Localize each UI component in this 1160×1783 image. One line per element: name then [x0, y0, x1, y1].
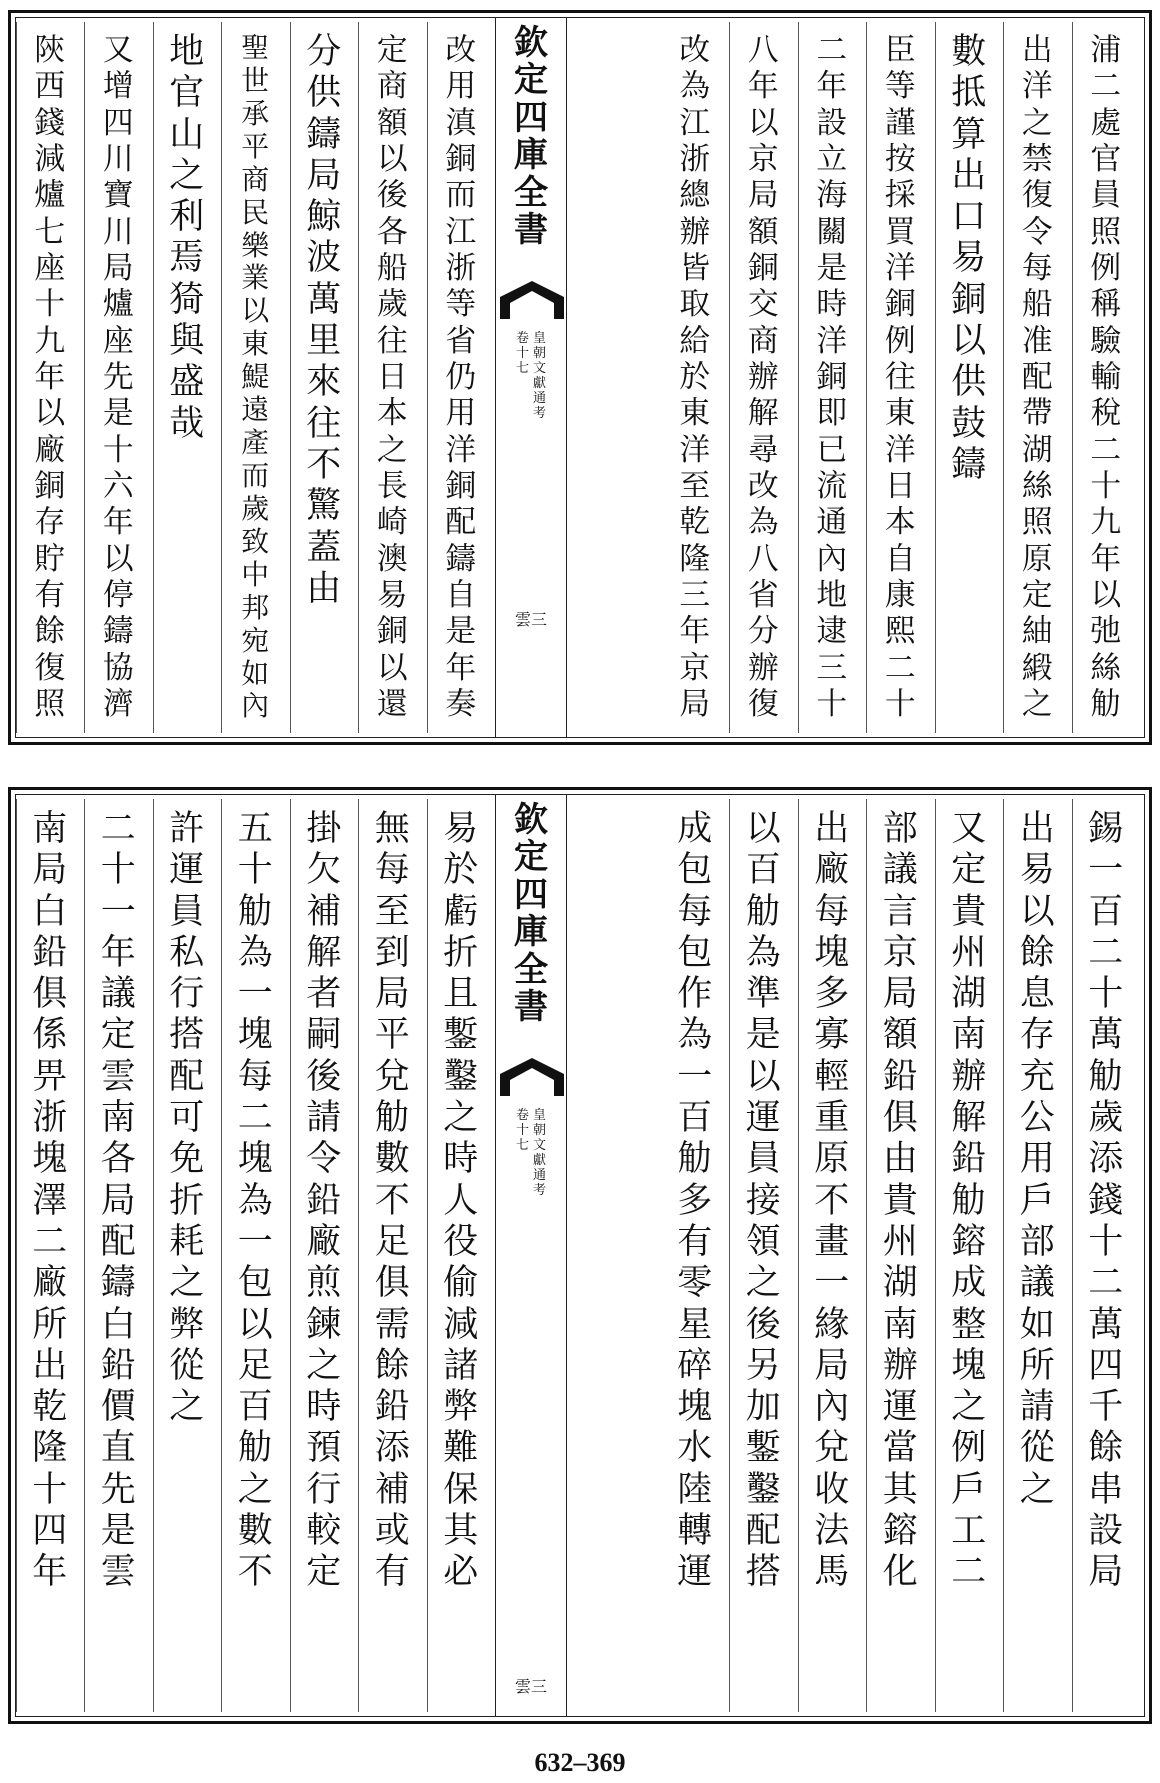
- column-rule: [935, 22, 936, 733]
- text-column: 聖 世 承 平 商 民 樂 業 以 東 鯷 遠 產 而 歲 致 中 邦 宛 如 內: [241, 31, 270, 723]
- column-rule: [221, 799, 222, 1712]
- column-rule: [935, 799, 936, 1712]
- column-rule: [427, 799, 428, 1712]
- column-rule: [729, 22, 730, 733]
- column-rule: [153, 799, 154, 1712]
- page-number: 雲三: [514, 1677, 547, 1696]
- column-rule: [290, 22, 291, 733]
- text-column: 以 百 觔 為 準 是 以 運 員 接 領 之 後 另 加 鏨 鑿 配 搭: [745, 809, 781, 1593]
- bottom-page: [8, 787, 1152, 1724]
- fishtail-ornament: [500, 1056, 564, 1096]
- column-rule: [866, 22, 867, 733]
- fishtail-ornament: [500, 279, 564, 319]
- text-column: 又 增 四 川 寶 川 局 爐 座 先 是 十 六 年 以 停 鑄 協 濟: [102, 32, 134, 722]
- text-column: 錫 一 百 二 十 萬 觔 歲 添 錢 十 二 萬 四 千 餘 串 設 局: [1088, 809, 1124, 1593]
- column-rule: [221, 22, 222, 733]
- text-column: 浦 二 處 官 員 照 例 稱 驗 輸 稅 二 十 九 年 以 弛 絲 觔: [1090, 32, 1122, 722]
- column-rule: [358, 799, 359, 1712]
- page-footer-number: 632–369: [534, 1748, 626, 1777]
- text-column: 臣 等 謹 按 採 買 洋 銅 例 往 東 洋 日 本 自 康 熙 二 十: [884, 32, 916, 722]
- source-label: [496, 1109, 566, 1199]
- text-column: 二 年 設 立 海 關 是 時 洋 銅 即 已 流 通 內 地 逮 三 十: [816, 32, 848, 722]
- column-rule: [1003, 22, 1004, 733]
- text-column: [0, 809, 1, 1594]
- text-column: 成 包 每 包 作 為 一 百 觔 多 有 零 星 碎 塊 水 陸 轉 運: [677, 809, 713, 1593]
- column-rule: [866, 799, 867, 1712]
- text-column: 改 為 江 浙 總 辦 皆 取 給 於 東 洋 至 乾 隆 三 年 京 局: [679, 32, 711, 722]
- text-column: 掛 欠 補 解 者 嗣 後 請 令 鉛 廠 煎 鍊 之 時 預 行 較 定: [306, 809, 342, 1593]
- text-column: 定 商 額 以 後 各 船 歲 往 日 本 之 長 崎 澳 易 銅 以 還: [376, 32, 408, 722]
- text-column: 出 廠 每 塊 多 寡 輕 重 原 不 畫 一 緣 局 內 兌 收 法 馬: [814, 809, 850, 1593]
- center-column: [495, 794, 567, 1717]
- text-column: 無 每 至 到 局 平 兌 觔 數 不 足 俱 需 餘 鉛 添 補 或 有: [374, 809, 410, 1593]
- column-rule: [358, 22, 359, 733]
- text-column: 出 易 以 餘 息 存 充 公 用 戶 部 議 如 所 請 從 之: [1019, 809, 1055, 1510]
- source-label: [496, 332, 566, 422]
- text-column: 又 定 貴 州 湖 南 辦 解 鉛 觔 鎔 成 整 塊 之 例 戶 工 二: [951, 809, 987, 1593]
- column-rule: [729, 799, 730, 1712]
- column-rule: [1003, 799, 1004, 1712]
- text-column: 分 供 鑄 局 鯨 波 萬 里 來 往 不 驚 蓋 由: [306, 32, 342, 609]
- source-volume: 卷 十 七: [515, 331, 529, 376]
- column-rule: [1072, 799, 1073, 1712]
- column-rule: [84, 799, 85, 1712]
- book-title: 欽 定 四 庫 全 書: [514, 800, 548, 1027]
- text-column: 易 於 虧 折 且 鏨 鑿 之 時 人 役 偷 減 諸 弊 難 保 其 必: [443, 809, 479, 1593]
- page-number: 雲三: [514, 610, 547, 629]
- column-rule: [16, 799, 17, 1712]
- column-rule: [84, 22, 85, 733]
- text-column: 八 年 以 京 局 額 銅 交 商 辦 解 尋 改 為 八 省 分 辦 復: [747, 32, 779, 722]
- top-page: [8, 10, 1152, 745]
- book-title: 欽 定 四 庫 全 書: [514, 23, 548, 250]
- text-column: 出 洋 之 禁 復 令 每 船 准 配 帶 湖 絲 照 原 定 紬 緞 之: [1021, 32, 1053, 722]
- column-rule: [16, 22, 17, 733]
- column-rule: [153, 22, 154, 733]
- column-rule: [290, 799, 291, 1712]
- text-column: 數 抵 算 出 口 易 銅 以 供 鼓 鑄: [951, 32, 987, 485]
- text-column: 部 議 言 京 局 額 鉛 俱 由 貴 州 湖 南 辦 運 當 其 鎔 化: [882, 809, 918, 1593]
- column-rule: [427, 22, 428, 733]
- text-column: 改 用 滇 銅 而 江 浙 等 省 仍 用 洋 銅 配 鑄 自 是 年 奏: [445, 32, 477, 722]
- column-rule: [798, 22, 799, 733]
- center-column: [495, 17, 567, 738]
- text-column: 陝 西 錢 減 爐 七 座 十 九 年 以 廠 銅 存 貯 有 餘 復 照: [34, 32, 66, 722]
- column-rule: [798, 799, 799, 1712]
- text-column: [0, 32, 1, 722]
- text-column: 五 十 觔 為 一 塊 每 二 塊 為 一 包 以 足 百 觔 之 數 不: [237, 809, 273, 1593]
- text-column: 地 官 山 之 利 焉 猗 與 盛 哉: [169, 32, 205, 444]
- text-column: 南 局 白 鉛 俱 係 畀 浙 塊 澤 二 廠 所 出 乾 隆 十 四 年: [32, 809, 68, 1593]
- source-title: 皇 朝 文 獻 通 考: [533, 331, 547, 421]
- text-column: 二 十 一 年 議 定 雲 南 各 局 配 鑄 白 鉛 價 直 先 是 雲: [100, 809, 136, 1593]
- column-rule: [1072, 22, 1073, 733]
- source-title: 皇 朝 文 獻 通 考: [533, 1108, 547, 1198]
- source-volume: 卷 十 七: [515, 1108, 529, 1153]
- text-column: 許 運 員 私 行 搭 配 可 免 折 耗 之 弊 從 之: [169, 809, 205, 1428]
